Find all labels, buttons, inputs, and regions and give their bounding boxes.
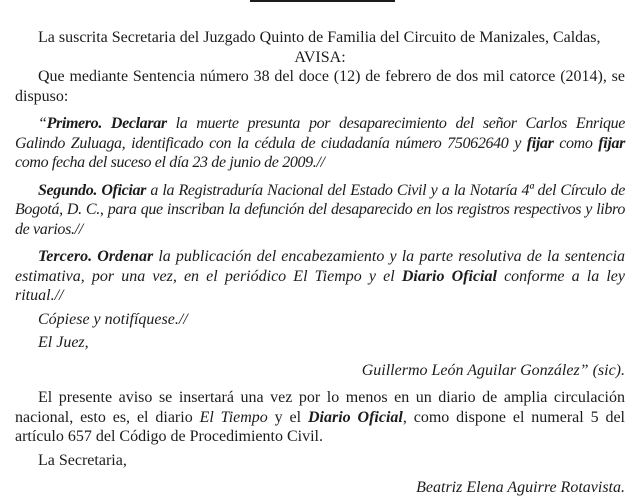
aviso-el-tiempo: El Tiempo: [199, 408, 268, 426]
notice-body: [15, 28, 625, 498]
secretaria-signature: Beatriz Elena Aguirre Rotavista.: [416, 479, 625, 496]
tercero-diario-oficial: Diario Oficial: [401, 267, 497, 285]
top-rule: [250, 0, 395, 2]
primero-label: Primero. Declarar: [46, 115, 167, 132]
aviso-diario-oficial: Diario Oficial: [308, 408, 403, 426]
segundo-text: a la Registraduría Nacional del Estado Civil y a la Notaría 4ª del Círculo de Bogotá, D. C., para que inscriban la defunción del desaparecido en los registros respectivos y libro de varios.//: [15, 181, 625, 238]
primero-text-3: como fecha del suceso el día 23 de junio de 2009.//: [15, 154, 325, 171]
copiese-line: Cópiese y notifíquese.//: [38, 310, 188, 328]
aviso-text-3: , como dispone el numeral 5 del artículo 657 del Código de Procedimiento Civil.: [15, 408, 625, 445]
tercero-text-1: la publicación del encabezamiento y la parte resolutiva de la sentencia estimativa, por una vez, en el periódico El Tiempo y el: [15, 248, 626, 285]
heading-avisa: AVISA:: [294, 48, 346, 66]
primero-text-2: como: [553, 134, 599, 152]
segundo-paragraph: [15, 181, 625, 240]
tercero-label: Tercero. Ordenar: [38, 248, 154, 265]
primero-fijar-2: fijar: [598, 134, 625, 152]
tercero-text-2: conforme a la ley ritual.//: [15, 267, 625, 304]
open-quote: “: [38, 115, 47, 132]
tercero-paragraph: [15, 247, 625, 306]
aviso-paragraph: [15, 388, 625, 447]
primero-paragraph: [15, 114, 625, 173]
secretaria-line: La Secretaria,: [38, 451, 127, 469]
segundo-label: Segundo. Oficiar: [38, 181, 146, 199]
juez-signature: Guillermo León Aguilar González” (sic).: [361, 361, 625, 379]
juez-line: El Juez,: [38, 334, 89, 351]
primero-text-1: la muerte presunta por desaparecimiento del señor Carlos Enrique Galindo Zuluaga, identificado con la cédula de ciudadanía número 75062640 y: [15, 115, 625, 152]
aviso-text-1: El presente aviso se insertará una vez por lo menos en un diario de amplia circulación nacional, esto es, el diario: [15, 389, 625, 426]
aviso-text-2: y el: [267, 408, 308, 426]
primero-fijar-1: fijar: [526, 134, 554, 152]
sentence-paragraph: Que mediante Sentencia número 38 del doce (12) de febrero de dos mil catorce (2014), se dispuso:: [15, 68, 625, 105]
intro-line: La suscrita Secretaria del Juzgado Quinto de Familia del Circuito de Manizales, Caldas,: [38, 29, 601, 46]
